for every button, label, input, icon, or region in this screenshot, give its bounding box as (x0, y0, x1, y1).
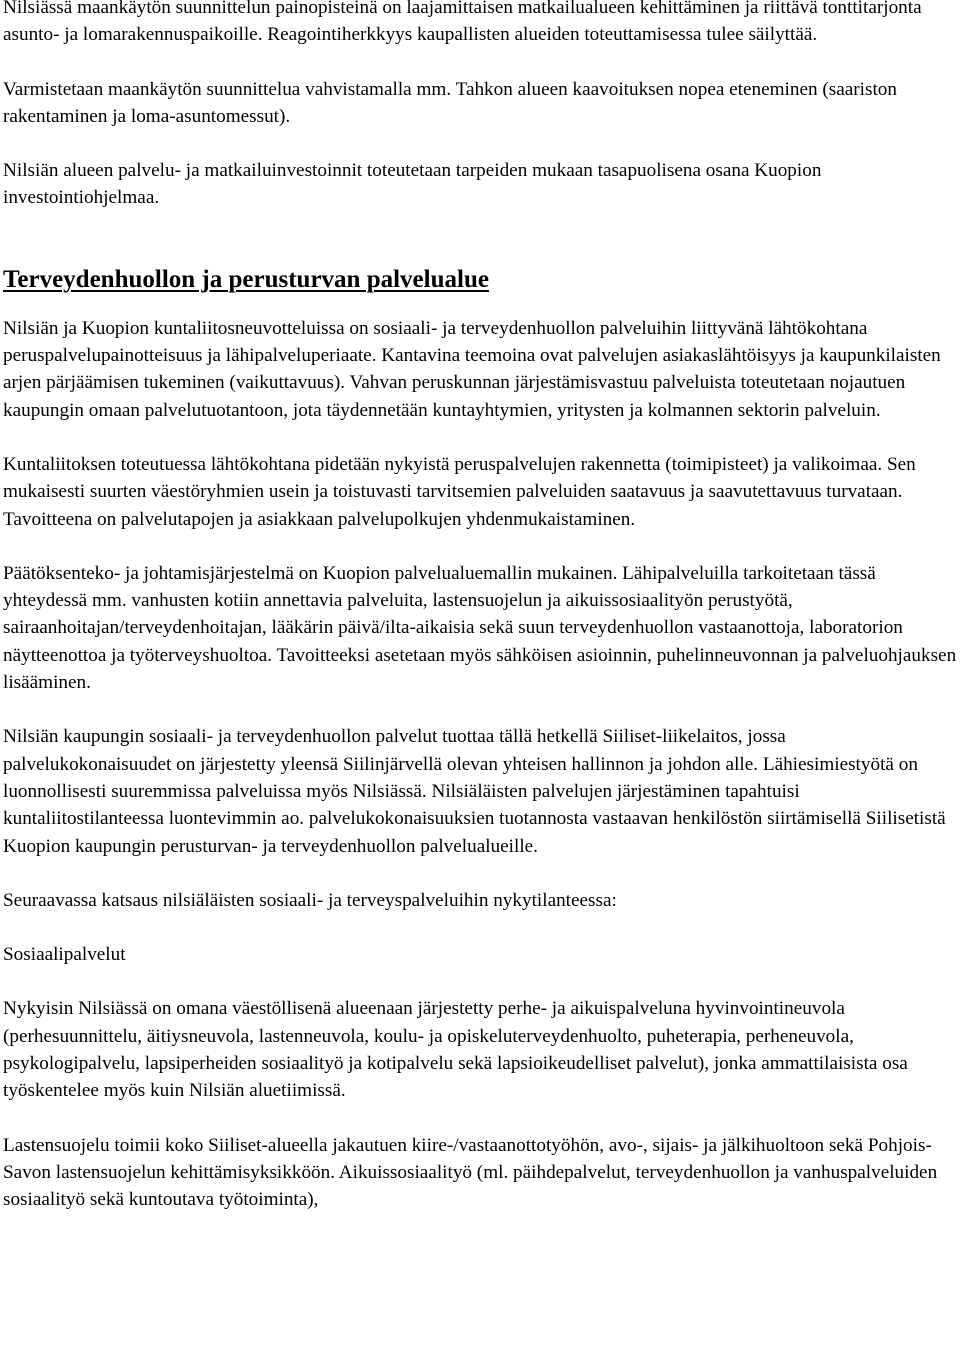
paragraph-service-structure: Kuntaliitoksen toteutuessa lähtökohtana pidetään nykyistä peruspalvelujen rakennetta (toimipisteet) ja valikoimaa. Sen mukaisesti suurten väestöryhmien usein ja toistuvasti tarvitsemien palveluiden saatavuus ja saavutettavuus turvataan. Tavoitteena on palvelutapojen ja asiakkaan palvelupolkujen yhdenmukaistaminen. (3, 453, 916, 530)
paragraph-land-use-planning: Varmistetaan maankäytön suunnittelua vahvistamalla mm. Tahkon alueen kaavoituksen nopea eteneminen (saariston rakentaminen ja loma-asuntomessut). (3, 78, 897, 127)
paragraph-decision-making: Päätöksenteko- ja johtamisjärjestelmä on Kuopion palvelualuemallin mukainen. Lähipalveluilla tarkoitetaan tässä yhteydessä mm. vanhusten kotiin annettavia palveluita, lastensuojelun ja aikuissosiaalityön perustyötä, sairaanhoitajan/terveydenhoitajan, lääkärin päivä/ilta-aikaisia sekä suun terveydenhuollon vastaanottoja, laboratorion näytteenottoa ja työterveyshuoltoa. Tavoitteeksi asetetaan myös sähköisen asioinnin, puhelinneuvonnan ja palveluohjauksen lisääminen. (3, 562, 957, 694)
paragraph-current-services: Nilsiän kaupungin sosiaali- ja terveydenhuollon palvelut tuottaa tällä hetkellä Siiliset-liikelaitos, jossa palvelukokonaisuudet on järjestetty yleensä Siilinjärvellä olevan yhteisen hallinnon ja johdon alle. Lähiesimiestyötä on luonnollisesti suuremmissa palveluissa myös Nilsiässä. Nilsiäläisten palvelujen järjestäminen tapahtuisi kuntaliitostilanteessa luontevimmin ao. palvelukokonaisuuksien tuotannosta vastaavan henkilöstön siirtämisellä Siilisetistä Kuopion kaupungin perusturvan- ja terveydenhuollon palvelualueille. (3, 726, 946, 857)
section-heading: Terveydenhuollon ja perusturvan palvelualue (3, 265, 489, 293)
document-page (3, 0, 957, 1214)
paragraph-overview-intro: Seuraavassa katsaus nilsiäläisten sosiaali- ja terveyspalveluihin nykytilanteessa: (3, 889, 617, 911)
paragraph-wellbeing-clinic: Nykyisin Nilsiässä on omana väestöllisenä alueenaan järjestetty perhe- ja aikuispalveluna hyvinvointineuvola (perhesuunnittelu, äitiysneuvola, lastenneuvola, koulu- ja opiskeluterveydenhuolto, puheterapia, perheneuvola, psykologipalvelu, lapsiperheiden sosiaalityö ja kotipalvelu sekä lapsioikeudelliset palvelut), jonka ammattilaisista osa työskentelee myös kuin Nilsiän aluetiimissä. (3, 998, 908, 1102)
paragraph-child-protection: Lastensuojelu toimii koko Siiliset-alueella jakautuen kiire-/vastaanottotyöhön, avo-, sijais- ja jälkihuoltoon sekä Pohjois-Savon lastensuojelun kehittämisyksikköön. Aikuissosiaalityö (ml. päihdepalvelut, terveydenhuollon ja vanhuspalveluiden sosiaalityö sekä kuntoutava työtoiminta), (3, 1134, 938, 1211)
paragraph-investments: Nilsiän alueen palvelu- ja matkailuinvestoinnit toteutetaan tarpeiden mukaan tasapuolisena osana Kuopion investointiohjelmaa. (3, 160, 822, 209)
paragraph-land-use-priorities: Nilsiässä maankäytön suunnittelun painopisteinä on laajamittaisen matkailualueen kehittäminen ja riittävä tonttitarjonta asunto- ja lomarakennuspaikoille. Reagointiherkkyys kaupallisten alueiden toteuttamisessa tulee säilyttää. (3, 0, 922, 46)
paragraph-merger-negotiations: Nilsiän ja Kuopion kuntaliitosneuvotteluissa on sosiaali- ja terveydenhuollon palveluihin liittyvänä lähtökohtana peruspalvelupainotteisuus ja lähipalveluperiaate. Kantavina teemoina ovat palvelujen asiakaslähtöisyys ja kaupunkilaisten arjen pärjäämisen tukeminen (vaikuttavuus). Vahvan peruskunnan järjestämisvastuu palveluista toteutetaan nojautuen kaupungin omaan palvelutuotantoon, jota täydennetään kuntayhtymien, yritysten ja kolmannen sektorin palveluin. (3, 317, 941, 421)
subheading-social-services: Sosiaalipalvelut (3, 944, 126, 966)
